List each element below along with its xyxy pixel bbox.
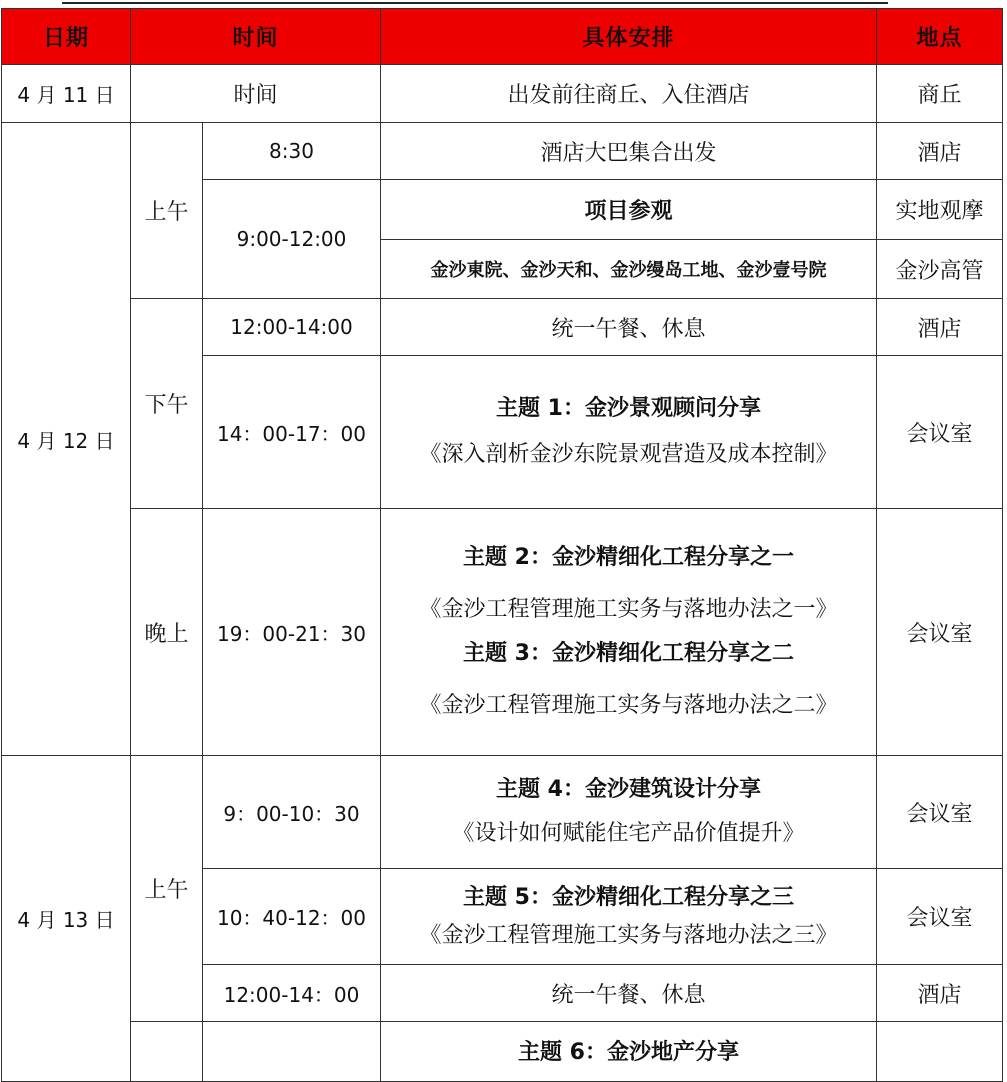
- topic-subtitle: 《金沙工程管理施工实务与落地办法之一》: [419, 597, 838, 622]
- plan-cell: 统一午餐、休息: [381, 965, 877, 1022]
- topic-title: 主题 3：金沙精细化工程分享之二: [463, 641, 794, 666]
- period-cell: 上午: [131, 123, 203, 299]
- topic-subtitle: 《金沙工程管理施工实务与落地办法之三》: [419, 922, 838, 948]
- plan-cell: 金沙東院、金沙天和、金沙缦岛工地、金沙壹号院: [381, 240, 877, 299]
- time-cell: 9:00-12:00: [203, 180, 381, 299]
- plan-cell: [381, 509, 877, 756]
- schedule-table: [1, 8, 1003, 1082]
- top-rule: [62, 2, 888, 4]
- date-cell: 4 月 12 日: [2, 123, 131, 756]
- time-cell: 12:00-14：00: [203, 965, 381, 1022]
- time-cell: 19：00-21：30: [203, 509, 381, 756]
- period-cell: 晚上: [131, 509, 203, 756]
- table-row: [2, 123, 1003, 180]
- plan-cell: 项目参观: [381, 180, 877, 240]
- plan-cell: [381, 756, 877, 869]
- place-cell: 实地观摩: [877, 180, 1003, 240]
- date-cell: 4 月 11 日: [2, 65, 131, 123]
- topic-title: 主题 2：金沙精细化工程分享之一: [463, 545, 794, 570]
- place-cell: 酒店: [877, 299, 1003, 356]
- date-cell: 4 月 13 日: [2, 756, 131, 1082]
- plan-cell: [381, 869, 877, 965]
- topic-title: 主题 4：金沙建筑设计分享: [496, 777, 761, 802]
- topic-subtitle: 《设计如何赋能住宅产品价值提升》: [452, 821, 805, 846]
- header-time: 时间: [131, 9, 381, 65]
- place-cell: 会议室: [877, 356, 1003, 509]
- time-cell: 14：00-17：00: [203, 356, 381, 509]
- table-row: [2, 299, 1003, 356]
- place-cell: 酒店: [877, 965, 1003, 1022]
- time-cell: 10：40-12：00: [203, 869, 381, 965]
- header-date: 日期: [2, 9, 131, 65]
- place-cell: 会议室: [877, 509, 1003, 756]
- plan-cell: 统一午餐、休息: [381, 299, 877, 356]
- plan-cell: 出发前往商丘、入住酒店: [381, 65, 877, 123]
- period-cell: 下午: [131, 299, 203, 509]
- table-row: [2, 509, 1003, 756]
- place-cell: 会议室: [877, 869, 1003, 965]
- header-row: [2, 9, 1003, 65]
- table-row: [2, 756, 1003, 869]
- plan-cell: [381, 356, 877, 509]
- topic-title: 主题 1：金沙景观顾问分享: [496, 396, 761, 421]
- place-cell: 金沙高管: [877, 240, 1003, 299]
- topic-subtitle: 《深入剖析金沙东院景观营造及成本控制》: [419, 442, 838, 467]
- time-cell: 9：00-10：30: [203, 756, 381, 869]
- header-plan: 具体安排: [381, 9, 877, 65]
- time-cell: 时间: [131, 65, 381, 123]
- place-cell: 酒店: [877, 123, 1003, 180]
- header-place: 地点: [877, 9, 1003, 65]
- topic-title: 主题 6：金沙地产分享: [518, 1040, 739, 1065]
- period-cell: 上午: [131, 756, 203, 1022]
- table-row: [2, 65, 1003, 123]
- plan-cell: 酒店大巴集合出发: [381, 123, 877, 180]
- topic-subtitle: 《金沙工程管理施工实务与落地办法之二》: [419, 693, 838, 718]
- topic-title: 主题 5：金沙精细化工程分享之三: [463, 884, 794, 910]
- place-cell: 会议室: [877, 756, 1003, 869]
- time-cell: 12:00-14:00: [203, 299, 381, 356]
- time-cell: 8:30: [203, 123, 381, 180]
- place-cell: 商丘: [877, 65, 1003, 123]
